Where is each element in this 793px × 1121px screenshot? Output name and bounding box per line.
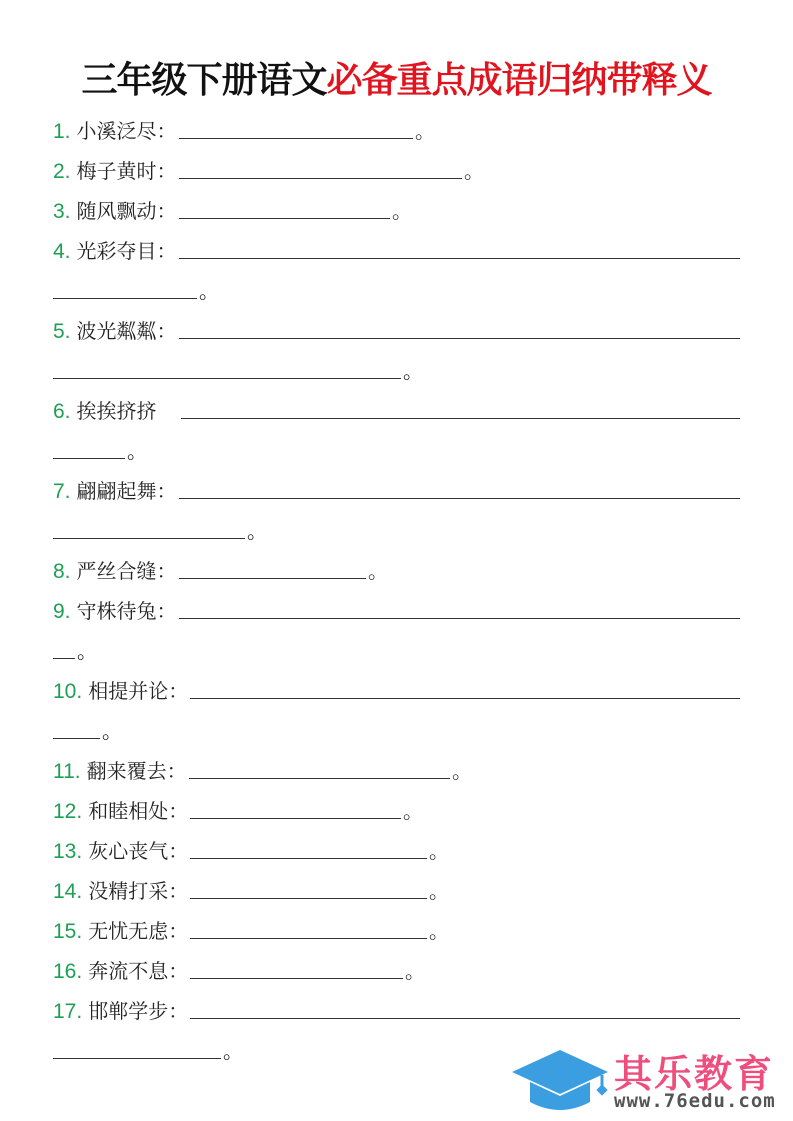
- answer-blank[interactable]: [179, 257, 740, 259]
- answer-continuation: [53, 716, 122, 744]
- item-number: 15.: [53, 920, 83, 943]
- idiom-item: [53, 196, 412, 224]
- answer-blank-continued[interactable]: [53, 537, 245, 539]
- idiom-label: 翩翩起舞：: [76, 479, 177, 503]
- answer-blank[interactable]: [190, 1017, 740, 1019]
- logo-name: 其乐教育: [614, 1052, 775, 1096]
- item-number: 3.: [53, 200, 71, 223]
- answer-continuation: [53, 276, 219, 304]
- answer-blank-continued[interactable]: [53, 1057, 221, 1059]
- idiom-item: [53, 316, 740, 344]
- idiom-label: 波光粼粼：: [76, 319, 177, 343]
- full-stop: 。: [403, 799, 423, 823]
- idiom-label: 严丝合缝：: [76, 559, 177, 583]
- idiom-label: 小溪泛尽：: [76, 119, 177, 143]
- idiom-label: 和睦相处：: [88, 799, 189, 823]
- answer-continuation: [53, 516, 267, 544]
- idiom-item: [53, 916, 449, 944]
- answer-blank[interactable]: [190, 857, 427, 859]
- idiom-item: [53, 556, 388, 584]
- answer-blank[interactable]: [179, 497, 740, 499]
- full-stop: 。: [403, 359, 423, 383]
- idiom-item: [53, 836, 449, 864]
- full-stop: 。: [429, 839, 449, 863]
- idiom-label: 挨挨挤挤: [76, 399, 157, 423]
- item-number: 6.: [53, 400, 71, 423]
- full-stop: 。: [102, 719, 122, 743]
- full-stop: 。: [452, 759, 472, 783]
- item-number: 5.: [53, 320, 71, 343]
- item-number: 1.: [53, 120, 71, 143]
- title-part-2: 必备重点成语归纳带释义: [326, 60, 712, 101]
- idiom-label: 光彩夺目：: [76, 239, 177, 263]
- idiom-label: 相提并论：: [88, 679, 189, 703]
- full-stop: 。: [405, 959, 425, 983]
- item-number: 13.: [53, 840, 83, 863]
- answer-blank[interactable]: [190, 977, 403, 979]
- answer-blank[interactable]: [179, 337, 740, 339]
- idiom-item: [53, 596, 740, 624]
- answer-blank[interactable]: [181, 417, 740, 419]
- item-number: 10.: [53, 680, 83, 703]
- idiom-label: 翻来覆去：: [86, 759, 187, 783]
- answer-blank[interactable]: [179, 177, 462, 179]
- answer-blank[interactable]: [190, 817, 401, 819]
- idiom-item: [53, 996, 740, 1024]
- answer-blank[interactable]: [179, 217, 390, 219]
- idiom-label: 奔流不息：: [88, 959, 189, 983]
- full-stop: 。: [429, 879, 449, 903]
- answer-blank-continued[interactable]: [53, 457, 125, 459]
- idiom-item: [53, 796, 423, 824]
- full-stop: 。: [464, 159, 484, 183]
- full-stop: 。: [415, 119, 435, 143]
- idiom-item: [53, 476, 740, 504]
- idiom-label: 邯郸学步：: [88, 999, 189, 1023]
- item-number: 17.: [53, 1000, 83, 1023]
- answer-continuation: [53, 436, 147, 464]
- item-number: 2.: [53, 160, 71, 183]
- idiom-item: [53, 116, 435, 144]
- logo-url: www.76edu.com: [614, 1090, 776, 1112]
- answer-blank[interactable]: [190, 937, 427, 939]
- idiom-label: 梅子黄时：: [76, 159, 177, 183]
- answer-blank[interactable]: [179, 137, 413, 139]
- full-stop: 。: [392, 199, 412, 223]
- idiom-label: 没精打采：: [88, 879, 189, 903]
- item-number: 4.: [53, 240, 71, 263]
- title-part-1: 三年级下册语文: [81, 60, 327, 101]
- item-number: 7.: [53, 480, 71, 503]
- item-number: 16.: [53, 960, 83, 983]
- full-stop: 。: [223, 1039, 243, 1063]
- full-stop: 。: [77, 639, 97, 663]
- full-stop: 。: [368, 559, 388, 583]
- idiom-item: [53, 756, 472, 784]
- answer-blank[interactable]: [189, 777, 450, 779]
- answer-blank[interactable]: [190, 697, 740, 699]
- full-stop: 。: [199, 279, 219, 303]
- item-number: 8.: [53, 560, 71, 583]
- full-stop: 。: [429, 919, 449, 943]
- idiom-label: 守株待兔：: [76, 599, 177, 623]
- answer-blank[interactable]: [179, 617, 740, 619]
- idiom-label: 无忧无虑：: [88, 919, 189, 943]
- idiom-item: [53, 876, 449, 904]
- answer-blank[interactable]: [179, 577, 366, 579]
- idiom-item: [53, 396, 740, 424]
- item-number: 12.: [53, 800, 83, 823]
- full-stop: 。: [127, 439, 147, 463]
- idiom-item: [53, 956, 425, 984]
- idiom-item: [53, 676, 740, 704]
- answer-blank-continued[interactable]: [53, 737, 100, 739]
- item-number: 14.: [53, 880, 83, 903]
- idiom-item: [53, 236, 740, 264]
- item-number: 9.: [53, 600, 71, 623]
- answer-blank[interactable]: [190, 897, 427, 899]
- answer-blank-continued[interactable]: [53, 377, 401, 379]
- answer-blank-continued[interactable]: [53, 657, 75, 659]
- idiom-item: [53, 156, 484, 184]
- answer-continuation: [53, 356, 423, 384]
- answer-continuation: [53, 636, 97, 664]
- idiom-label: 灰心丧气：: [88, 839, 189, 863]
- answer-continuation: [53, 1036, 243, 1064]
- item-number: 11.: [53, 760, 81, 783]
- answer-blank-continued[interactable]: [53, 297, 197, 299]
- page-title: [0, 52, 793, 103]
- full-stop: 。: [247, 519, 267, 543]
- idiom-label: 随风飘动：: [76, 199, 177, 223]
